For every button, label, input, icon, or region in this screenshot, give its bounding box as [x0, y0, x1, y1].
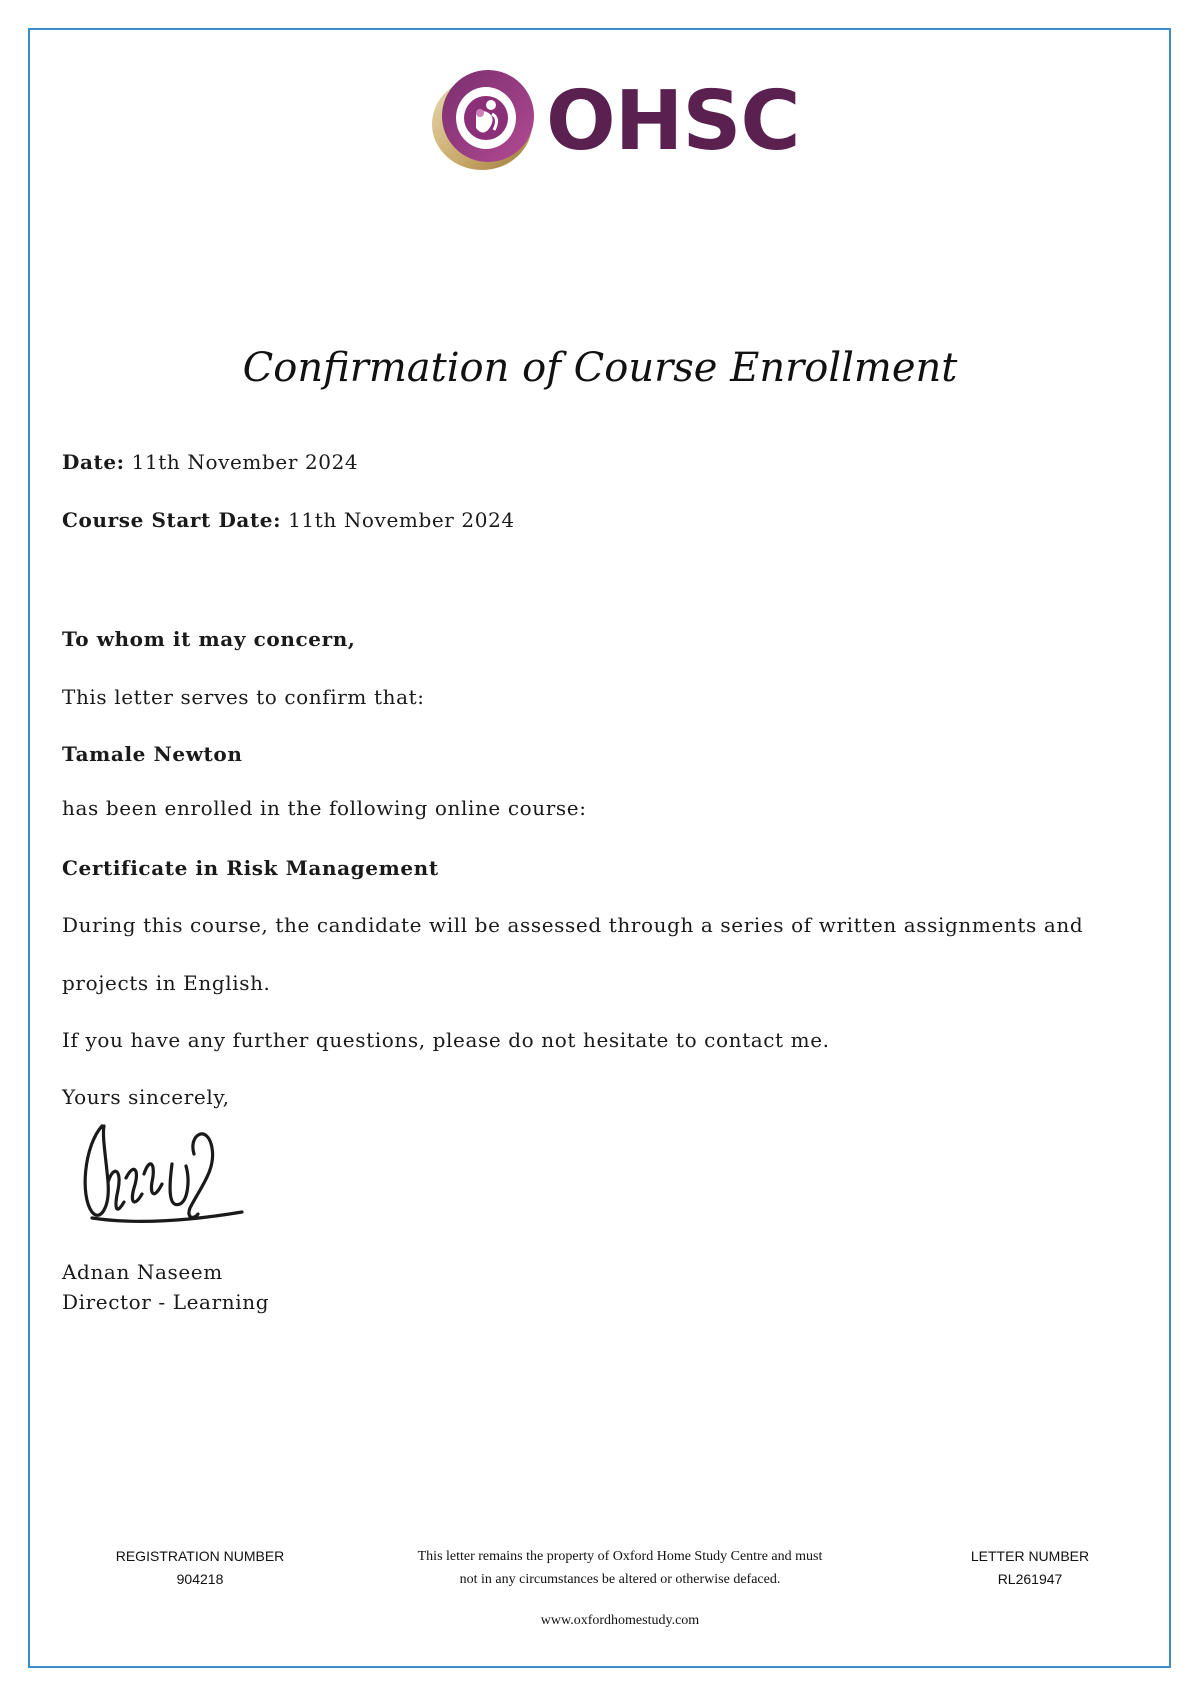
- website-link[interactable]: www.oxfordhomestudy.com: [540, 1613, 700, 1628]
- course-name-line: [62, 854, 439, 882]
- student-name-line: [62, 740, 242, 768]
- registration-label: REGISTRATION NUMBER: [115, 1548, 285, 1564]
- closing-text: Yours sincerely,: [62, 1085, 230, 1109]
- contact-text: If you have any further questions, please do not hesitate to contact me.: [62, 1028, 830, 1052]
- assessment-text-line1: During this course, the candidate will be assessed through a series of written assignments and: [62, 913, 1084, 937]
- ownership-notice: [340, 1545, 900, 1632]
- salutation: [62, 625, 355, 653]
- enrolled-text: has been enrolled in the following online course:: [62, 796, 587, 820]
- course-start-value: 11th November 2024: [288, 508, 515, 532]
- ohsc-logo: [428, 64, 800, 176]
- letter-title: Confirmation of Course Enrollment: [242, 345, 958, 391]
- date-label: Date:: [62, 450, 125, 474]
- signatory-title: Director - Learning: [62, 1290, 270, 1314]
- registration-block: [80, 1545, 320, 1591]
- signature-image: [74, 1114, 274, 1264]
- ohsc-ring-logo-icon: [428, 64, 540, 176]
- date-line: [62, 448, 358, 476]
- letter-number-block: [920, 1545, 1140, 1591]
- logo-wordmark: OHSC: [546, 74, 800, 169]
- registration-value: 904218: [176, 1571, 224, 1587]
- page-border: [28, 28, 1171, 1668]
- letter-number-value: RL261947: [997, 1571, 1063, 1587]
- notice-line2: not in any circumstances be altered or otherwise defaced.: [459, 1572, 781, 1587]
- course-start-line: [62, 506, 515, 534]
- signatory-name: Adnan Naseem: [62, 1260, 223, 1284]
- date-value: 11th November 2024: [131, 450, 359, 474]
- intro-text: This letter serves to confirm that:: [62, 685, 425, 709]
- course-start-label: Course Start Date:: [62, 508, 282, 532]
- assessment-text-line2: projects in English.: [62, 971, 271, 995]
- student-name: Tamale Newton: [62, 742, 243, 766]
- letter-number-label: LETTER NUMBER: [970, 1548, 1090, 1564]
- notice-line1: This letter remains the property of Oxford Home Study Centre and must: [417, 1549, 823, 1564]
- salutation-text: To whom it may concern,: [62, 627, 356, 651]
- course-name: Certificate in Risk Management: [62, 856, 439, 880]
